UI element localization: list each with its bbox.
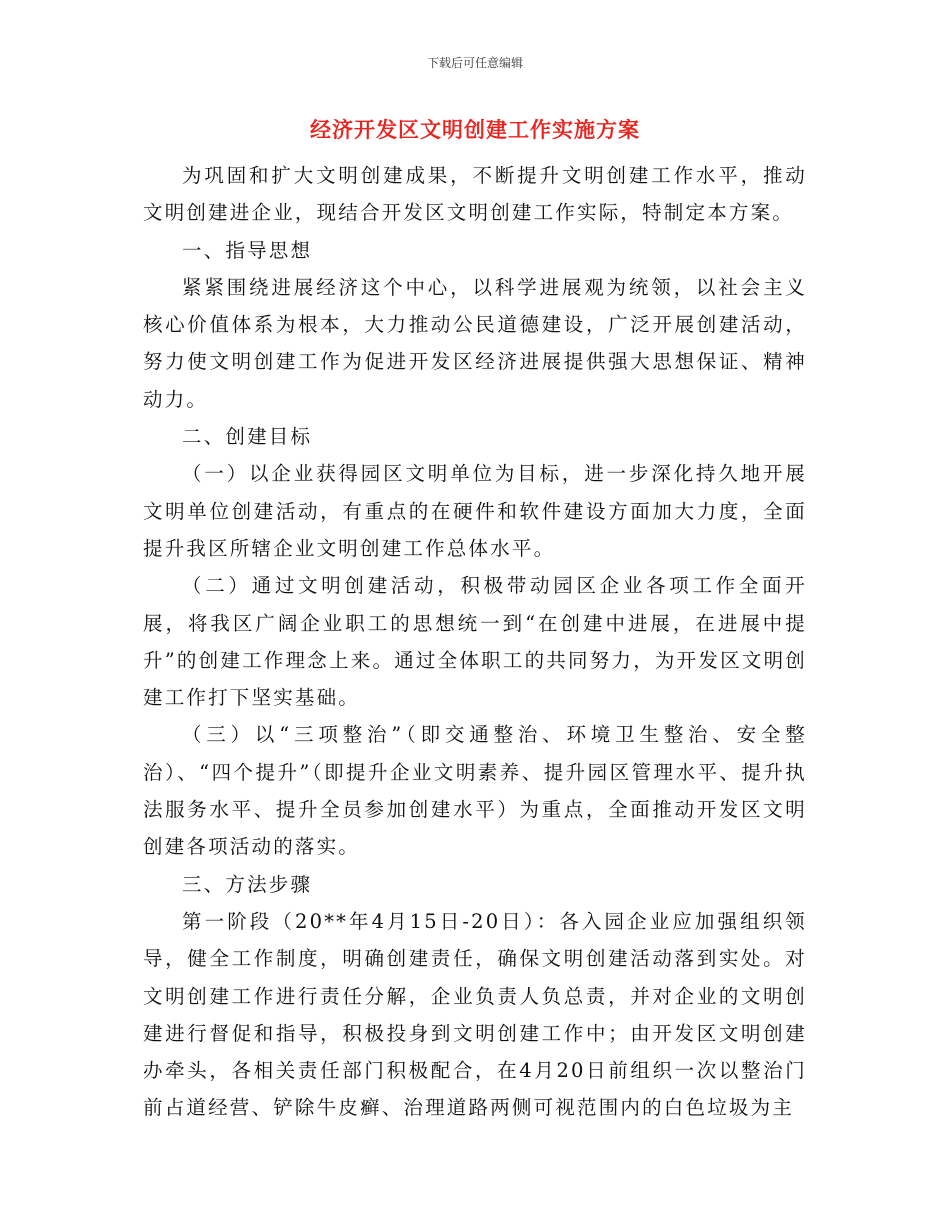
section-heading-guiding-thought: 一、指导思想 [182, 238, 313, 262]
goal-item-1: （一）以企业获得园区文明单位为目标，进一步深化持久地开展文明单位创建活动，有重点的在硬件和软件建设方面加大力度，全面提升我区所辖企业文明创建工作总体水平。 [143, 462, 807, 560]
stage-one-paragraph: 第一阶段（20**年4月15日-20日）：各入园企业应加强组织领导，健全工作制度，明确创建责任，确保文明创建活动落到实处。对文明创建工作进行责任分解，企业负责人负总责，并对企业的文明创建进行督促和指导，积极投身到文明创建工作中；由开发区文明创建办牵头，各相关责任部门积极配合，在4月20日前组织一次以整治门前占道经营、铲除牛皮癣、治理道路两侧可视范围内的白色垃圾为主 [143, 909, 807, 1120]
goal-item-3: （三）以“三项整治”（即交通整治、环境卫生整治、安全整治）、“四个提升”（即提升企业文明素养、提升园区管理水平、提升执法服务水平、提升全员参加创建水平）为重点，全面推动开发区文明创建各项活动的落实。 [143, 723, 807, 859]
document-title: 经济开发区文明创建工作实施方案 [310, 118, 640, 142]
intro-paragraph: 为巩固和扩大文明创建成果，不断提升文明创建工作水平，推动文明创建进企业，现结合开发区文明创建工作实际，特制定本方案。 [143, 164, 807, 225]
section-heading-steps: 三、方法步骤 [182, 872, 313, 896]
section-heading-goals: 二、创建目标 [182, 425, 313, 449]
guiding-thought-paragraph: 紧紧围绕进展经济这个中心，以科学进展观为统领，以社会主义核心价值体系为根本，大力推动公民道德建设，广泛开展创建活动，努力使文明创建工作为促进开发区经济进展提供强大思想保证、精神动力。 [143, 275, 807, 411]
goal-item-2: （二）通过文明创建活动，积极带动园区企业各项工作全面开展，将我区广阔企业职工的思想统一到“在创建中进展，在进展中提升”的创建工作理念上来。通过全体职工的共同努力，为开发区文明创建工作打下坚实基础。 [143, 574, 807, 710]
header-note: 下载后可任意编辑 [426, 56, 523, 70]
document-body [143, 157, 807, 1127]
